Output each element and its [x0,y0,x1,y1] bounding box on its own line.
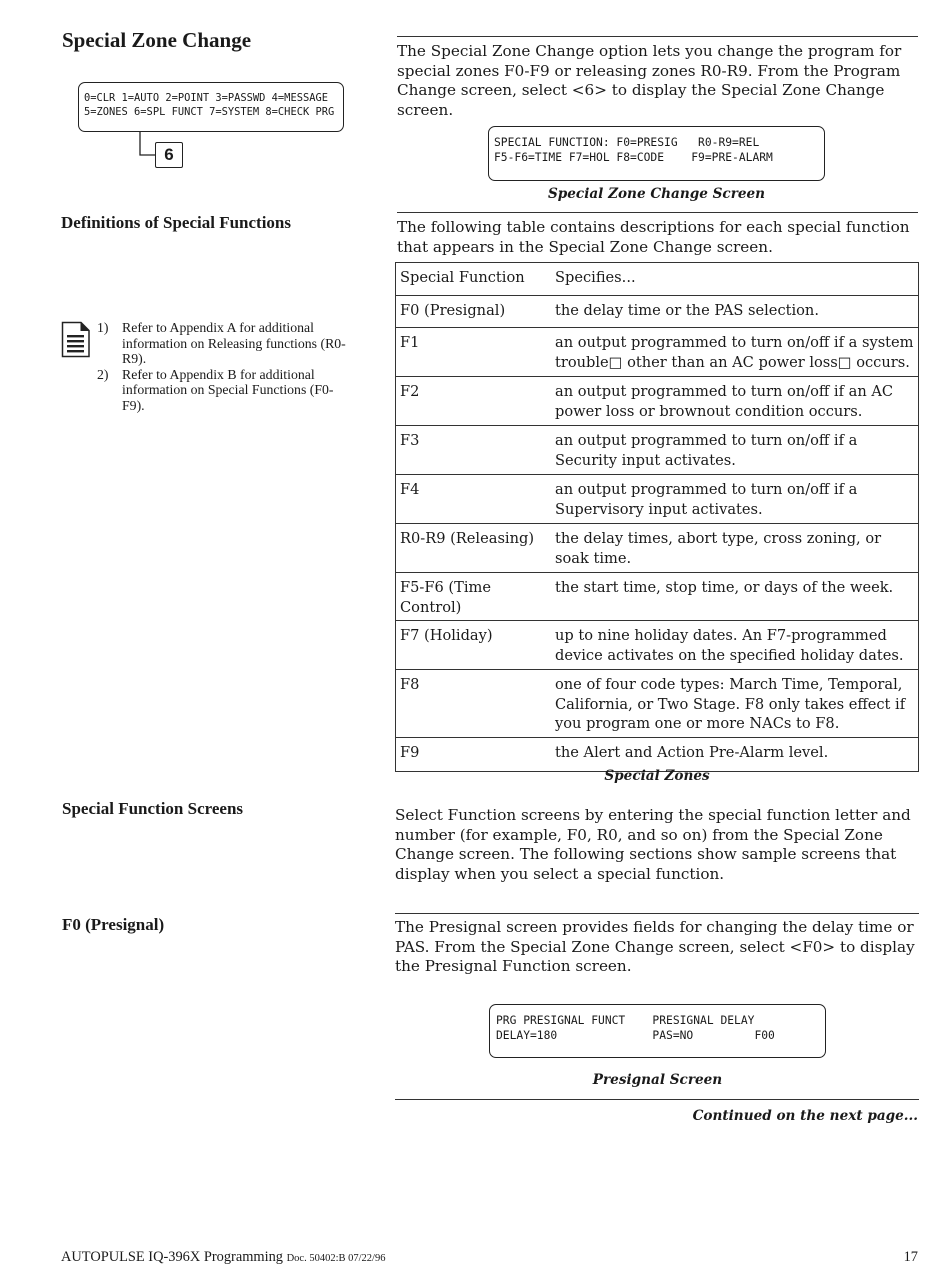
description-cell: the delay time or the PAS selection. [551,296,919,328]
table-intro-paragraph: The following table contains descriptions for each special function that appears in the Special Zone Change screen. [397,218,910,256]
definitions-heading: Definitions of Special Functions [61,213,291,232]
continued-note: Continued on the next page... [692,1108,918,1124]
table-row [396,670,919,738]
presignal-heading: F0 (Presignal) [62,915,165,934]
note-number: 2) [97,366,109,382]
description-cell: an output programmed to turn on/off if a Supervisory input activates. [551,475,919,524]
footer-doc: Doc. 50402:B 07/22/96 [286,1253,386,1264]
function-cell: F7 (Holiday) [396,621,552,670]
function-cell: F8 [396,670,552,738]
description-cell: an output programmed to turn on/off if an AC power loss or brownout condition occurs. [551,377,919,426]
function-cell: F9 [396,738,552,772]
table-row [396,524,919,573]
description-cell: the start time, stop time, or days of the week. [551,573,919,621]
screen-line-1: PRG PRESIGNAL FUNCT PRESIGNAL DELAY [496,1014,755,1027]
function-cell: F2 [396,377,552,426]
table-row [396,738,919,772]
table-row [396,475,919,524]
table-row [396,426,919,475]
description-cell: an output programmed to turn on/off if a system trouble□ other than an AC power loss□ occurs. [551,328,919,377]
table-header: Specifies... [551,263,919,296]
description-cell: an output programmed to turn on/off if a Security input activates. [551,426,919,475]
function-cell: F4 [396,475,552,524]
table-row [396,377,919,426]
section-rule [395,913,919,914]
screen-line-2: DELAY=180 PAS=NO F00 [496,1029,775,1042]
function-cell: F3 [396,426,552,475]
function-cell: R0-R9 (Releasing) [396,524,552,573]
program-change-screen [78,82,344,132]
screen-line-2: 5=ZONES 6=SPL FUNCT 7=SYSTEM 8=CHECK PRG [84,106,335,118]
table-header: Special Function [396,263,552,296]
footer-product: AUTOPULSE IQ-396X Programming [61,1249,283,1265]
footer-title [61,1249,385,1266]
screen-caption: Special Zone Change Screen [547,186,766,202]
table-row [396,296,919,328]
description-cell: one of four code types: March Time, Temporal, California, or Two Stage. F8 only takes effect if you program one or more NACs to F8. [551,670,919,738]
note-item [97,320,355,367]
function-cell: F5-F6 (Time Control) [396,573,552,621]
special-zone-change-screen [488,126,825,181]
function-cell: F0 (Presignal) [396,296,552,328]
page-number: 17 [903,1249,918,1265]
section-rule [397,36,918,37]
table-row [396,328,919,377]
note-text: Refer to Appendix B for additional information on Special Functions (F0-F9). [122,366,334,413]
description-cell: the Alert and Action Pre-Alarm level. [551,738,919,772]
screen-caption: Presignal Screen [592,1072,723,1088]
screen-line-1: 0=CLR 1=AUTO 2=POINT 3=PASSWD 4=MESSAGE [84,92,328,104]
section-rule [397,212,918,213]
notes-list [97,320,355,414]
note-number: 1) [97,320,109,335]
table-row [396,573,919,621]
description-cell: the delay times, abort type, cross zoning, or soak time. [551,524,919,573]
section-rule [395,1099,919,1100]
screen-line-2: F5-F6=TIME F7=HOL F8=CODE F9=PRE-ALARM [494,151,773,164]
intro-paragraph: The Special Zone Change option lets you change the program for special zones F0-F9 or releasing zones R0-R9. From the Program Change screen, select <6> to display the Special Zone Change screen. [397,42,902,119]
function-cell: F1 [396,328,552,377]
note-text: Refer to Appendix A for additional information on Releasing functions (R0-R9). [122,320,346,367]
screen-line-1: SPECIAL FUNCTION: F0=PRESIG R0-R9=REL [494,136,760,149]
function-screens-paragraph: Select Function screens by entering the special function letter and number (for example, F0, R0, and so on) from the Special Zone Change screen. The following sections show sample screens that display when you select a special function. [395,806,911,883]
table-caption: Special Zones [604,768,710,784]
presignal-paragraph: The Presignal screen provides fields for changing the delay time or PAS. From the Special Zone Change screen, select <F0> to display the Presignal Function screen. [395,918,915,975]
presignal-screen [489,1004,826,1058]
special-function-screens-heading: Special Function Screens [62,799,244,818]
table-header-row [396,263,919,296]
note-item [97,367,355,414]
table-row [396,621,919,670]
description-cell: up to nine holiday dates. An F7-programmed device activates on the specified holiday dates. [551,621,919,670]
key-6-icon: 6 [155,142,183,168]
note-document-icon [61,321,91,358]
special-functions-table [395,262,919,772]
section-title: Special Zone Change [62,28,252,52]
